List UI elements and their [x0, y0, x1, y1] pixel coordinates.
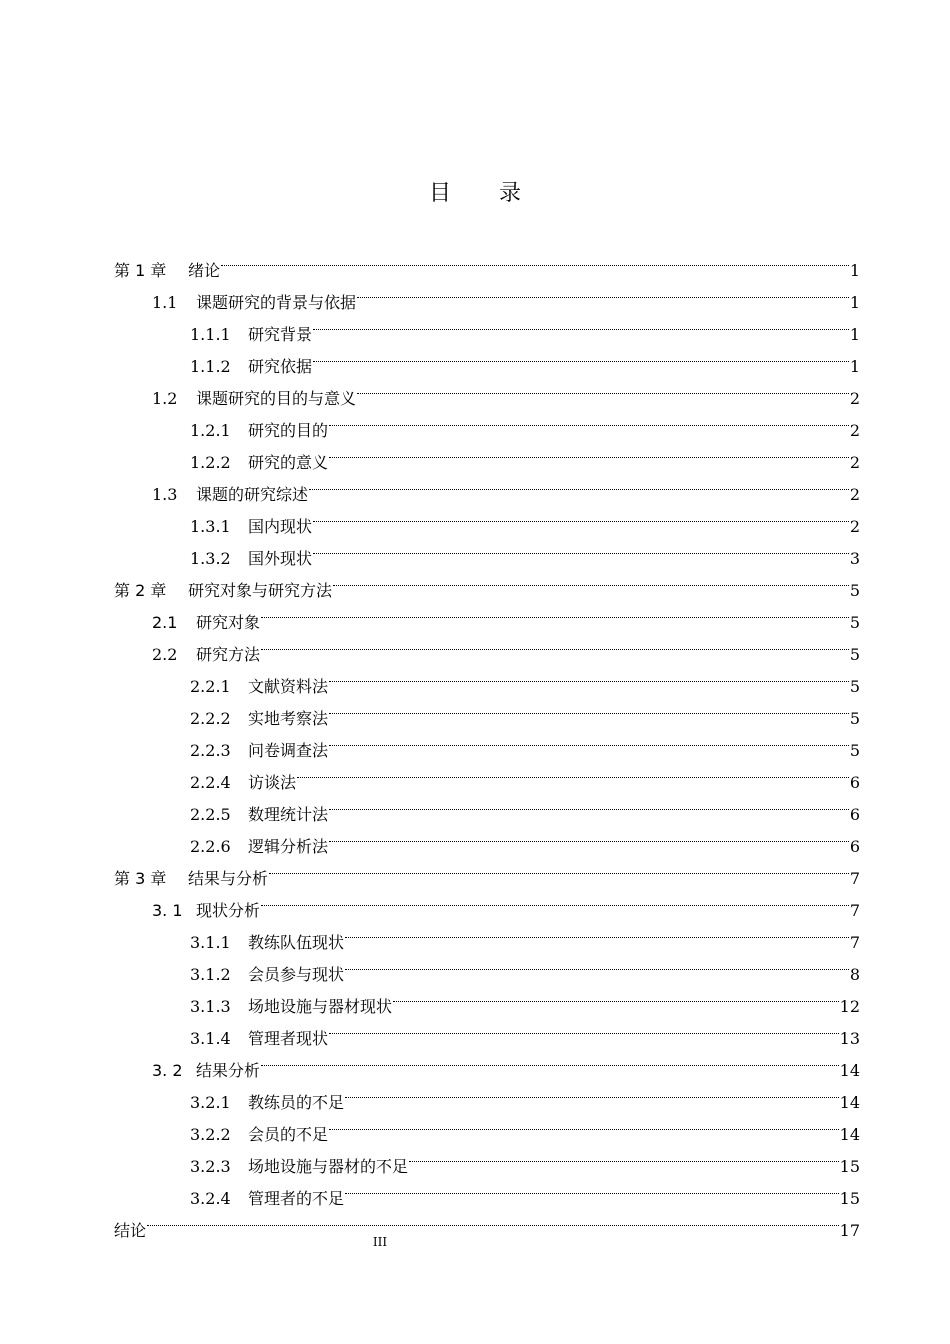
toc-entry-label: 管理者的不足: [248, 1189, 345, 1208]
toc-entry-number: 3.2.3: [190, 1157, 231, 1176]
toc-entry-label: 数理统计法: [248, 805, 329, 824]
toc-dot-leader: [345, 916, 849, 948]
toc-entry-page: 2: [849, 389, 860, 408]
toc-entry-number: 1.2.2: [190, 453, 231, 472]
toc-entry-page: 14: [839, 1061, 860, 1080]
toc-entry-label: 教练队伍现状: [248, 933, 345, 952]
toc-entry-number: 1.2.1: [190, 421, 231, 440]
toc-entry-page: 5: [849, 645, 860, 664]
toc-entry-label: 国内现状: [248, 517, 313, 536]
toc-entry-number: 1.1: [152, 293, 178, 312]
toc-dot-leader: [329, 404, 849, 436]
page-title-char-2: 录: [499, 181, 522, 206]
toc-entry-page: 7: [849, 933, 860, 952]
toc-entry-page: 15: [839, 1189, 860, 1208]
toc-entry-page: 7: [849, 901, 860, 920]
toc-entry-number: 第 3 章: [114, 869, 167, 888]
page-number: III: [372, 1235, 388, 1249]
toc-entry-label: 结果分析: [196, 1061, 261, 1080]
toc-entry-page: 5: [849, 741, 860, 760]
toc-entry-page: 2: [849, 453, 860, 472]
toc-entry-page: 2: [849, 485, 860, 504]
toc-dot-leader: [329, 660, 849, 692]
toc-entry-label: 结果与分析: [188, 869, 269, 888]
toc-entry-page: 12: [839, 997, 860, 1016]
toc-dot-leader: [345, 1172, 839, 1204]
toc-entry-page: 3: [849, 549, 860, 568]
toc-entry-number: 2.2.2: [190, 709, 231, 728]
toc-entry-number: 3.1.3: [190, 997, 231, 1016]
toc-entry[interactable]: [114, 244, 860, 280]
toc-entry-number: 3. 1: [152, 901, 183, 920]
toc-entry-page: 8: [849, 965, 860, 984]
toc-entry-label: 文献资料法: [248, 677, 329, 696]
toc-dot-leader: [261, 628, 849, 660]
table-of-contents: [114, 244, 860, 1240]
toc-entry-number: 3.1.1: [190, 933, 231, 952]
toc-entry-number: 3.2.1: [190, 1093, 231, 1112]
toc-dot-leader: [329, 436, 849, 468]
toc-dot-leader: [329, 788, 849, 820]
toc-entry-number: 2.2.3: [190, 741, 231, 760]
toc-dot-leader: [409, 1140, 839, 1172]
toc-entry-number: 1.3.1: [190, 517, 231, 536]
toc-entry-number: 1.1.2: [190, 357, 231, 376]
toc-entry-number: 1.1.1: [190, 325, 231, 344]
toc-entry-page: 6: [849, 837, 860, 856]
toc-dot-leader: [313, 532, 849, 564]
toc-entry-page: 1: [849, 293, 860, 312]
toc-entry-page: 7: [849, 869, 860, 888]
toc-dot-leader: [147, 1204, 839, 1236]
toc-dot-leader: [393, 980, 839, 1012]
toc-entry-label: 访谈法: [248, 773, 297, 792]
toc-dot-leader: [329, 1108, 839, 1140]
toc-entry-number: 3.1.2: [190, 965, 231, 984]
toc-entry-page: 15: [839, 1157, 860, 1176]
toc-entry[interactable]: [114, 276, 860, 312]
toc-entry-label: 绪论: [188, 261, 221, 280]
toc-entry-page: 6: [849, 805, 860, 824]
toc-entry-page: 2: [849, 517, 860, 536]
toc-entry-number: 3. 2: [152, 1061, 183, 1080]
toc-entry-label: 研究背景: [248, 325, 313, 344]
toc-dot-leader: [313, 340, 849, 372]
toc-dot-leader: [329, 692, 849, 724]
toc-entry-label: 研究的目的: [248, 421, 329, 440]
toc-entry-label: 逻辑分析法: [248, 837, 329, 856]
toc-entry-label: 会员的不足: [248, 1125, 329, 1144]
toc-dot-leader: [345, 948, 849, 980]
toc-dot-leader: [345, 1076, 839, 1108]
toc-entry-number: 2.2.6: [190, 837, 231, 856]
toc-entry-label: 研究对象: [196, 613, 261, 632]
toc-entry-label: 问卷调查法: [248, 741, 329, 760]
toc-dot-leader: [221, 244, 849, 276]
toc-entry-number: 3.2.2: [190, 1125, 231, 1144]
toc-entry-label: 场地设施与器材的不足: [248, 1157, 409, 1176]
toc-dot-leader: [261, 1044, 839, 1076]
toc-entry-number: 2.2.4: [190, 773, 231, 792]
toc-entry-number: 2.2: [152, 645, 178, 664]
toc-entry-page: 14: [839, 1125, 860, 1144]
toc-entry-label: 结论: [114, 1221, 147, 1240]
page-title: [0, 178, 950, 210]
toc-entry-page: 13: [839, 1029, 860, 1048]
toc-entry-label: 课题研究的背景与依据: [196, 293, 357, 312]
toc-entry-number: 第 2 章: [114, 581, 167, 600]
toc-dot-leader: [329, 724, 849, 756]
toc-dot-leader: [329, 1012, 839, 1044]
toc-entry-label: 课题研究的目的与意义: [196, 389, 357, 408]
toc-dot-leader: [297, 756, 849, 788]
toc-entry-number: 1.2: [152, 389, 178, 408]
toc-dot-leader: [309, 468, 849, 500]
toc-entry-number: 1.3: [152, 485, 178, 504]
toc-entry-label: 实地考察法: [248, 709, 329, 728]
toc-entry-label: 课题的研究综述: [196, 485, 309, 504]
toc-entry-number: 3.1.4: [190, 1029, 231, 1048]
toc-entry-page: 1: [849, 325, 860, 344]
toc-dot-leader: [329, 820, 849, 852]
toc-dot-leader: [261, 596, 849, 628]
toc-entry-page: 17: [839, 1221, 860, 1240]
toc-dot-leader: [269, 852, 849, 884]
toc-entry-page: 1: [849, 261, 860, 280]
toc-entry-label: 研究的意义: [248, 453, 329, 472]
toc-entry-label: 研究方法: [196, 645, 261, 664]
toc-entry-page: 14: [839, 1093, 860, 1112]
toc-dot-leader: [313, 500, 849, 532]
toc-entry-label: 会员参与现状: [248, 965, 345, 984]
toc-entry-number: 第 1 章: [114, 261, 167, 280]
toc-dot-leader: [357, 276, 849, 308]
toc-entry-page: 5: [849, 677, 860, 696]
toc-entry-page: 1: [849, 357, 860, 376]
toc-entry-page: 6: [849, 773, 860, 792]
toc-dot-leader: [333, 564, 849, 596]
toc-entry-number: 3.2.4: [190, 1189, 231, 1208]
toc-entry-number: 2.2.5: [190, 805, 231, 824]
toc-entry-label: 国外现状: [248, 549, 313, 568]
toc-entry[interactable]: [114, 1204, 860, 1240]
toc-entry-page: 5: [849, 613, 860, 632]
page-title-char-1: 目: [428, 181, 451, 206]
toc-entry-number: 2.2.1: [190, 677, 231, 696]
toc-entry-label: 研究对象与研究方法: [188, 581, 333, 600]
toc-entry-label: 研究依据: [248, 357, 313, 376]
toc-entry-number: 1.3.2: [190, 549, 231, 568]
toc-dot-leader: [313, 308, 849, 340]
toc-entry-label: 教练员的不足: [248, 1093, 345, 1112]
toc-dot-leader: [357, 372, 849, 404]
toc-entry-page: 2: [849, 421, 860, 440]
toc-entry-label: 管理者现状: [248, 1029, 329, 1048]
toc-entry-label: 场地设施与器材现状: [248, 997, 393, 1016]
toc-dot-leader: [261, 884, 849, 916]
toc-entry-label: 现状分析: [196, 901, 261, 920]
toc-entry-page: 5: [849, 709, 860, 728]
toc-entry-page: 5: [849, 581, 860, 600]
toc-entry-number: 2.1: [152, 613, 178, 632]
